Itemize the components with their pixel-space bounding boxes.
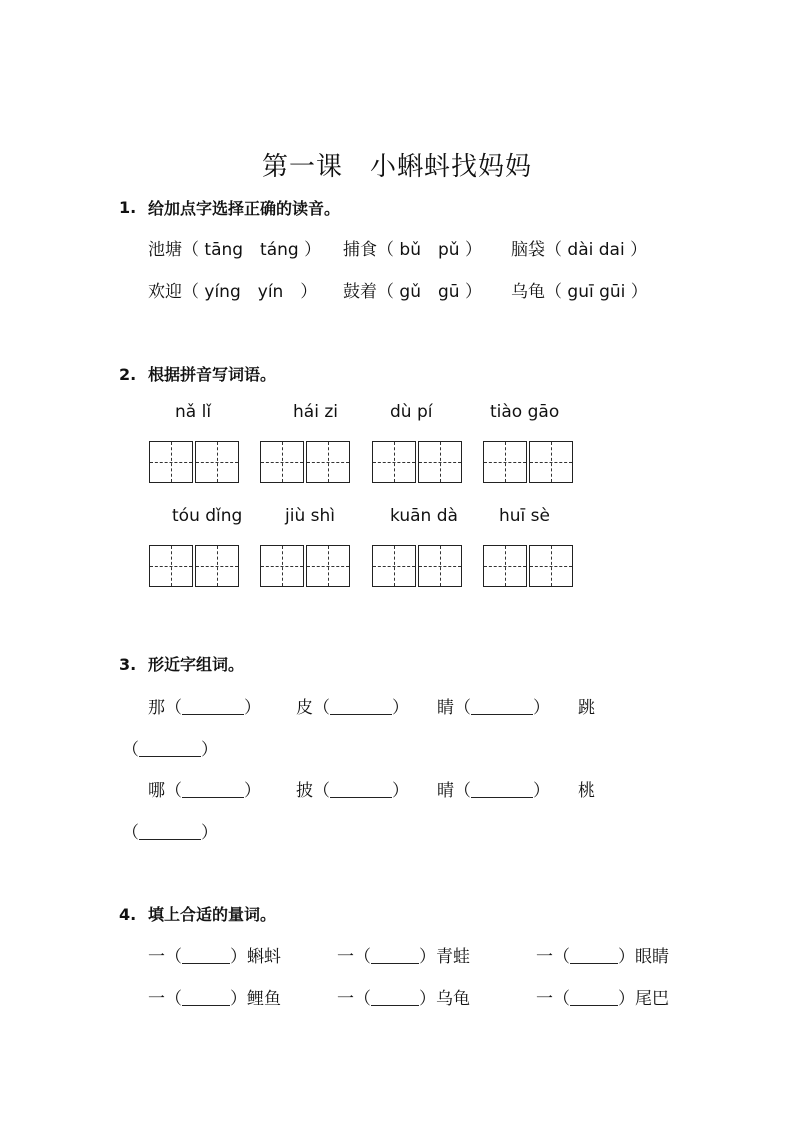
writing-grid[interactable] bbox=[372, 545, 464, 589]
writing-grid[interactable] bbox=[149, 545, 241, 589]
q4-noun: 尾巴 bbox=[635, 989, 669, 1009]
pinyin-dupi: dù pí bbox=[390, 402, 433, 422]
writing-grid[interactable] bbox=[260, 441, 352, 485]
q3-item: 晴（ ） bbox=[437, 781, 550, 801]
pinyin-touding: tóu dǐng bbox=[172, 506, 243, 526]
answer-blank[interactable] bbox=[182, 797, 244, 798]
answer-blank[interactable] bbox=[371, 1005, 419, 1006]
q4-instruction: 填上合适的量词。 bbox=[148, 905, 277, 924]
q3-char: 跳 bbox=[578, 698, 595, 718]
writing-grid[interactable] bbox=[372, 441, 464, 485]
q3-item: 那（ ） bbox=[148, 698, 261, 718]
q3-char: 哪 bbox=[148, 781, 165, 801]
q2-instruction: 根据拼音写词语。 bbox=[148, 365, 277, 384]
q4-item: 一（ ）乌龟 bbox=[337, 989, 470, 1009]
q4-noun: 眼睛 bbox=[635, 947, 669, 967]
q3-char: 晴 bbox=[437, 781, 454, 801]
answer-blank[interactable] bbox=[471, 797, 533, 798]
q1-instruction: 给加点字选择正确的读音。 bbox=[148, 199, 341, 218]
q3-item: 披（ ） bbox=[296, 781, 409, 801]
answer-blank[interactable] bbox=[570, 1005, 618, 1006]
page-title: 第一课 小蝌蚪找妈妈 bbox=[261, 152, 532, 182]
pinyin-kuanda: kuān dà bbox=[390, 506, 458, 526]
q1-item-guzhe: 鼓着（ gǔ gū ） bbox=[343, 282, 482, 302]
q3-item: （ ） bbox=[122, 823, 218, 843]
answer-blank[interactable] bbox=[182, 714, 244, 715]
answer-blank[interactable] bbox=[139, 839, 201, 840]
q1-item-bushi: 捕食（ bǔ pǔ ） bbox=[343, 240, 482, 260]
q1-item-naodai: 脑袋（ dài dai ） bbox=[511, 240, 648, 260]
q1-item-wugui: 乌龟（ guī gūi ） bbox=[511, 282, 648, 302]
answer-blank[interactable] bbox=[182, 963, 230, 964]
answer-blank[interactable] bbox=[330, 797, 392, 798]
q4-item: 一（ ）蝌蚪 bbox=[148, 947, 281, 967]
q4-noun: 蝌蚪 bbox=[247, 947, 281, 967]
q3-item: （ ） bbox=[122, 740, 218, 760]
pinyin-huise: huī sè bbox=[499, 506, 550, 526]
q4-noun: 乌龟 bbox=[436, 989, 470, 1009]
q1-item-huanying: 欢迎（ yíng yín ） bbox=[148, 282, 318, 302]
q3-number: 3. bbox=[119, 655, 137, 674]
writing-grid[interactable] bbox=[149, 441, 241, 485]
pinyin-jiushi: jiù shì bbox=[285, 506, 335, 526]
q4-noun: 鲤鱼 bbox=[247, 989, 281, 1009]
answer-blank[interactable] bbox=[182, 1005, 230, 1006]
q3-item: 皮（ ） bbox=[296, 698, 409, 718]
writing-grid[interactable] bbox=[260, 545, 352, 589]
pinyin-tiaogao: tiào gāo bbox=[490, 402, 560, 422]
answer-blank[interactable] bbox=[139, 756, 201, 757]
pinyin-nali: nǎ lǐ bbox=[175, 402, 212, 422]
q3-item: 哪（ ） bbox=[148, 781, 261, 801]
q3-instruction: 形近字组词。 bbox=[148, 655, 245, 674]
q3-char: 那 bbox=[148, 698, 165, 718]
q4-noun: 青蛙 bbox=[436, 947, 470, 967]
writing-grid[interactable] bbox=[483, 545, 575, 589]
q2-number: 2. bbox=[119, 365, 137, 384]
q4-number: 4. bbox=[119, 905, 137, 924]
answer-blank[interactable] bbox=[570, 963, 618, 964]
q1-item-chitang: 池塘（ tāng táng ） bbox=[148, 240, 322, 260]
answer-blank[interactable] bbox=[471, 714, 533, 715]
q4-item: 一（ ）青蛙 bbox=[337, 947, 470, 967]
q4-item: 一（ ）尾巴 bbox=[536, 989, 669, 1009]
q3-char: 披 bbox=[296, 781, 313, 801]
q1-number: 1. bbox=[119, 198, 137, 217]
q3-char: 睛 bbox=[437, 698, 454, 718]
q3-char: 皮 bbox=[296, 698, 313, 718]
q3-char: 桃 bbox=[578, 781, 595, 801]
q4-item: 一（ ）鲤鱼 bbox=[148, 989, 281, 1009]
answer-blank[interactable] bbox=[330, 714, 392, 715]
answer-blank[interactable] bbox=[371, 963, 419, 964]
q4-item: 一（ ）眼睛 bbox=[536, 947, 669, 967]
q3-item: 睛（ ） bbox=[437, 698, 550, 718]
writing-grid[interactable] bbox=[483, 441, 575, 485]
pinyin-haizi: hái zi bbox=[293, 402, 338, 422]
